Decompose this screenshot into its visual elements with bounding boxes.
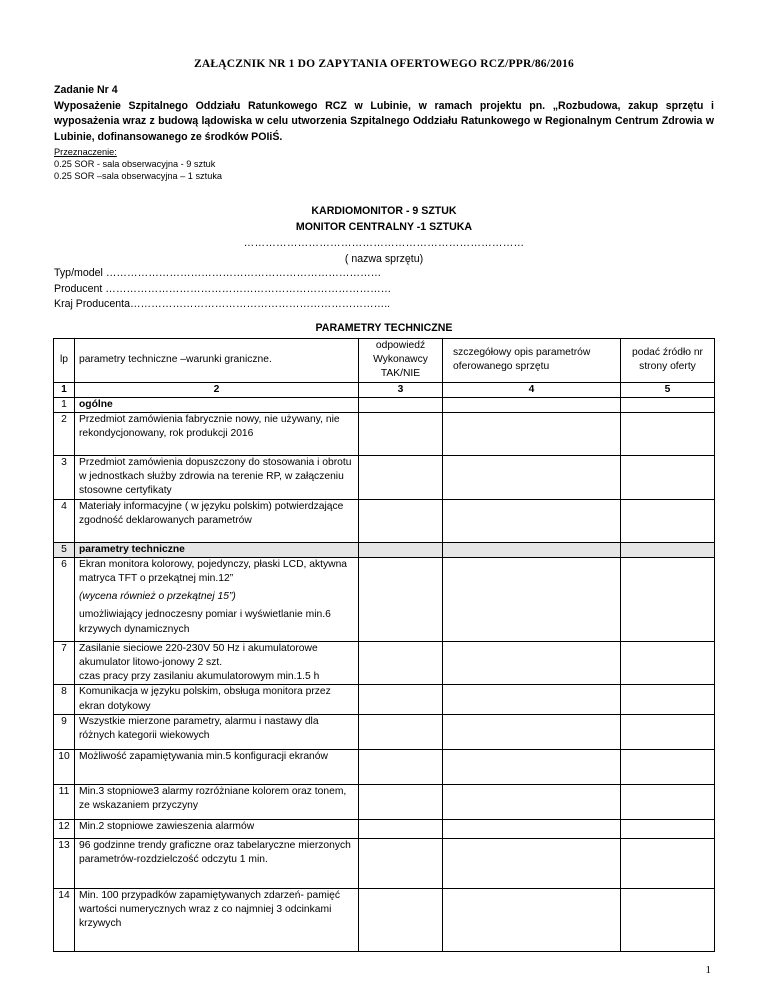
source-cell[interactable] [621, 499, 715, 542]
complies-cell [359, 397, 443, 412]
attachment-title: ZAŁĄCZNIK NR 1 DO ZAPYTANIA OFERTOWEGO RCZ/PPR/86/2016 [194, 58, 574, 70]
source-cell[interactable] [621, 819, 715, 838]
table-row [54, 456, 715, 500]
row-parameter [75, 413, 359, 456]
row-parameter-note: (wycena również o przekątnej 15”) [79, 591, 236, 603]
row-parameter-text: Materiały informacyjne ( w języku polskim) potwierdzające zgodność deklarowanych parametrów [79, 500, 344, 526]
row-number: 7 [54, 641, 75, 685]
device-name-dots: …………………………………………………………………… [243, 237, 525, 249]
source-cell[interactable] [621, 641, 715, 685]
spec-table [53, 338, 715, 952]
table-row [54, 749, 715, 784]
details-cell[interactable] [443, 714, 621, 749]
table-row [54, 413, 715, 456]
task-number: Zadanie Nr 4 [54, 84, 118, 96]
source-cell[interactable] [621, 456, 715, 500]
table-row [54, 838, 715, 888]
row-parameter-extra: umożliwiający jednoczesny pomiar i wyświetlanie min.6 krzywych dynamicznych [79, 609, 331, 635]
row-number: 1 [54, 397, 75, 412]
row-parameter [75, 838, 359, 888]
row-number: 13 [54, 838, 75, 888]
column-number: 2 [75, 382, 359, 397]
row-parameter [75, 542, 359, 557]
column-number: 4 [443, 382, 621, 397]
device-name-caption: ( nazwa sprzętu) [344, 253, 424, 265]
table-header-row [54, 339, 715, 383]
row-parameter-text: Wszystkie mierzone parametry, alarmu i nastawy dla różnych kategorii wiekowych [79, 715, 319, 742]
table-row [54, 641, 715, 685]
row-parameter-extra: czas pracy przy zasilaniu akumulatorowym min.1.5 h [79, 671, 320, 683]
details-cell[interactable] [443, 685, 621, 714]
table-row [54, 888, 715, 951]
details-cell[interactable] [443, 819, 621, 838]
device-block [0, 203, 768, 267]
details-cell[interactable] [443, 838, 621, 888]
row-parameter [75, 784, 359, 819]
source-cell[interactable] [621, 557, 715, 641]
table-row [54, 557, 715, 641]
details-cell[interactable] [443, 749, 621, 784]
type-model-field: Typ/model …………………………………………………………………… [54, 267, 382, 279]
table-row [54, 685, 715, 714]
source-cell[interactable] [621, 888, 715, 951]
row-number: 5 [54, 542, 75, 557]
row-parameter-text: Min. 100 przypadków zapamiętywanych zdarzeń- pamięć wartości numerycznych wraz z co najmniej 3 odcinkami krzywych [79, 889, 340, 930]
source-cell[interactable] [621, 714, 715, 749]
table-row [54, 542, 715, 557]
producer-field: Producent ……………………………………………………………………… [54, 282, 392, 295]
complies-cell[interactable] [359, 714, 443, 749]
column-number-row [54, 382, 715, 397]
header-details: szczegółowy opis parametrów oferowanego sprzętu [443, 339, 621, 383]
row-parameter-text: Przedmiot zamówienia fabrycznie nowy, nie używany, nie rekondycjonowany, rok produkcji 2016 [79, 414, 340, 440]
row-parameter-text: Ekran monitora kolorowy, pojedynczy, płaski LCD, aktywna matryca TFT o przekątnej min.12” [79, 558, 348, 585]
row-parameter-text: Przedmiot zamówienia dopuszczony do stosowania i obrotu w jednostkach służby zdrowia na terenie RP, w załączeniu stosowne certyfikaty [79, 457, 352, 497]
row-number: 4 [54, 499, 75, 542]
header-complies: odpowiedź Wykonawcy TAK/NIE [359, 339, 443, 383]
row-number: 14 [54, 888, 75, 951]
complies-cell[interactable] [359, 784, 443, 819]
row-parameter-text: ogólne [79, 398, 113, 410]
page-number: 1 [705, 964, 711, 976]
intro-block [54, 83, 714, 182]
column-number: 3 [359, 382, 443, 397]
task-description: Wyposażenie Szpitalnego Oddziału Ratunkowego RCZ w Lubinie, w ramach projektu pn. „Rozbudowa, zakup sprzętu i wyposażenia wraz z budową lądowiska w celu utworzenia Szpitalnego Oddziału Ratunkowego w Regionalnym Centrum Zdrowia w Lubinie, dofinansowanego ze środków POIiŚ. [54, 99, 714, 143]
source-cell[interactable] [621, 838, 715, 888]
source-cell [621, 397, 715, 412]
params-title: PARAMETRY TECHNICZNE [315, 322, 453, 334]
details-cell[interactable] [443, 784, 621, 819]
row-number: 3 [54, 456, 75, 500]
row-number: 2 [54, 413, 75, 456]
header-param: parametry techniczne –warunki graniczne. [75, 339, 359, 383]
source-cell[interactable] [621, 749, 715, 784]
row-parameter [75, 749, 359, 784]
source-cell[interactable] [621, 685, 715, 714]
column-number: 1 [54, 382, 75, 397]
purpose-label: Przeznaczenie: [54, 147, 117, 157]
row-parameter [75, 641, 359, 685]
complies-cell[interactable] [359, 838, 443, 888]
row-number: 6 [54, 557, 75, 641]
table-row [54, 397, 715, 412]
details-cell[interactable] [443, 888, 621, 951]
complies-cell[interactable] [359, 557, 443, 641]
row-parameter [75, 714, 359, 749]
row-parameter [75, 456, 359, 500]
row-parameter [75, 397, 359, 412]
details-cell [443, 542, 621, 557]
complies-cell[interactable] [359, 413, 443, 456]
row-parameter [75, 819, 359, 838]
row-number: 8 [54, 685, 75, 714]
source-cell[interactable] [621, 784, 715, 819]
details-cell[interactable] [443, 413, 621, 456]
table-row [54, 499, 715, 542]
complies-cell[interactable] [359, 749, 443, 784]
details-cell[interactable] [443, 499, 621, 542]
complies-cell[interactable] [359, 456, 443, 500]
row-parameter-text: Min.3 stopniowe3 alarmy rozróżniane kolorem oraz tonem, ze wskazaniem przyczyny [79, 785, 347, 812]
row-parameter [75, 888, 359, 951]
row-number: 12 [54, 819, 75, 838]
source-cell [621, 542, 715, 557]
complies-cell[interactable] [359, 641, 443, 685]
row-parameter [75, 557, 359, 641]
row-parameter [75, 499, 359, 542]
row-number: 10 [54, 749, 75, 784]
row-parameter-text: 96 godzinne trendy graficzne oraz tabelaryczne mierzonych parametrów-rozdzielczość odczytu 1 min. [79, 839, 351, 866]
details-cell[interactable] [443, 641, 621, 685]
country-field: Kraj Producenta……………………………………………………………….. [54, 298, 391, 310]
row-parameter-text: Możliwość zapamiętywania min.5 konfiguracji ekranów [79, 750, 328, 762]
purpose-line: 0.25 SOR –sala obserwacyjna – 1 sztuka [54, 171, 223, 181]
row-parameter-text: Zasilanie sieciowe 220-230V 50 Hz i akumulatorowe akumulator litowo-jonowy 2 szt. [79, 642, 318, 669]
complies-cell[interactable] [359, 685, 443, 714]
details-cell [443, 397, 621, 412]
table-row [54, 784, 715, 819]
header-source: podać źródło nr strony oferty [621, 339, 715, 383]
complies-cell[interactable] [359, 819, 443, 838]
device-name-line2: MONITOR CENTRALNY -1 SZTUKA [295, 221, 473, 233]
table-row [54, 714, 715, 749]
row-parameter-text: parametry techniczne [79, 543, 185, 555]
device-name-line1: KARDIOMONITOR - 9 SZTUK [311, 205, 457, 217]
purpose-line: 0.25 SOR - sala obserwacyjna - 9 sztuk [54, 159, 216, 169]
table-row [54, 819, 715, 838]
source-cell[interactable] [621, 413, 715, 456]
details-cell[interactable] [443, 456, 621, 500]
complies-cell [359, 542, 443, 557]
row-number: 9 [54, 714, 75, 749]
row-parameter-text: Komunikacja w języku polskim, obsługa monitora przez ekran dotykowy [79, 686, 331, 712]
row-parameter [75, 685, 359, 714]
complies-cell[interactable] [359, 888, 443, 951]
device-fields [54, 266, 391, 313]
details-cell[interactable] [443, 557, 621, 641]
row-parameter-text: Min.2 stopniowe zawieszenia alarmów [79, 820, 255, 832]
column-number: 5 [621, 382, 715, 397]
row-number: 11 [54, 784, 75, 819]
complies-cell[interactable] [359, 499, 443, 542]
header-lp: lp [54, 339, 75, 383]
